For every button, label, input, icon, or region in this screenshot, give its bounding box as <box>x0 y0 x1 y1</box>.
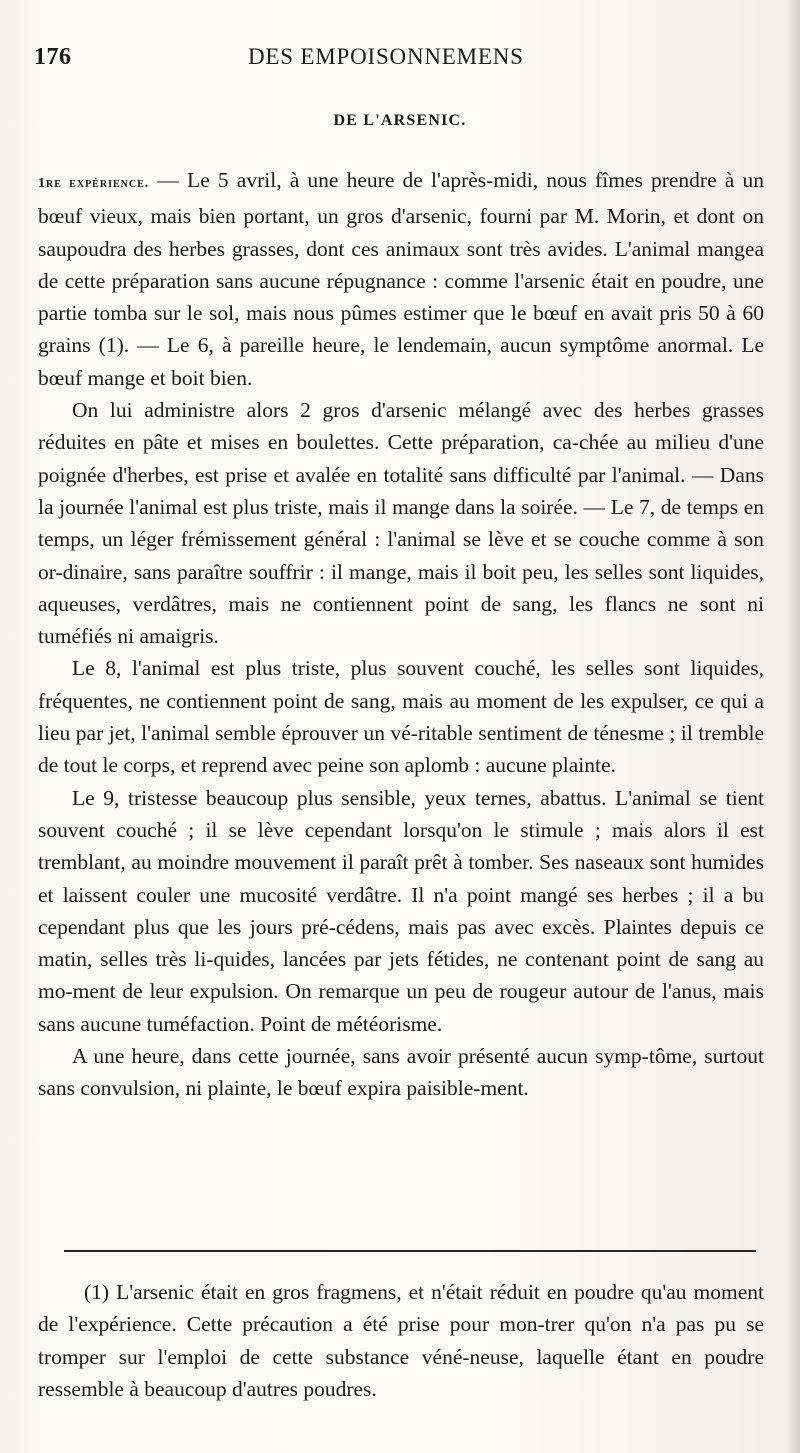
running-title: DES EMPOISONNEMENS <box>248 44 524 69</box>
paragraph-death: A une heure, dans cette journée, sans avoir présenté aucun symp-tôme, surtout sans convulsion, ni plainte, le bœuf expira paisible-ment. <box>38 1044 764 1101</box>
section-heading: DE L'ARSENIC. <box>333 112 467 129</box>
paragraph-text: — Le 5 avril, à une heure de l'après-midi, nous fîmes prendre à un bœuf vieux, mais bien portant, un gros d'arsenic, fourni par M. Morin, et dont on saupoudra des herbes grasses, dont ces animaux sont très avides. L'animal mangea de cette préparation sans aucune répugnance : comme l'arsenic était en poudre, une partie tomba sur le sol, mais nous pûmes estimer que le bœuf en avait pris 50 à 60 grains (1). — Le 6, à pareille heure, le lendemain, aucun symptôme anormal. Le bœuf mange et boit bien. <box>38 168 764 390</box>
paragraph-experience-1 <box>38 164 764 394</box>
body-text <box>38 164 764 1105</box>
footnote <box>38 1276 764 1405</box>
page-edge-shadow <box>786 0 800 1453</box>
running-head <box>34 44 770 78</box>
experience-lead: 1re expérience. <box>38 176 150 191</box>
page-number: 176 <box>34 44 72 70</box>
footnote-text: (1) L'arsenic était en gros fragmens, et n'était réduit en poudre qu'au moment de l'expérience. Cette précaution a été prise pour mon-trer qu'on n'a pas pu se tromper sur l'emploi de cette substance véné-neuse, laquelle étant en poudre ressemble à beaucoup d'autres poudres. <box>38 1280 764 1401</box>
footnote-rule <box>64 1250 756 1252</box>
paragraph-day-9: Le 9, tristesse beaucoup plus sensible, yeux ternes, abattus. L'animal se tient souvent couché ; il se lève cependant lorsqu'on le stimule ; mais alors il est tremblant, au moindre mouvement il paraît prêt à tomber. Ses naseaux sont humides et laissent couler une mucosité verdâtre. Il n'a point mangé ses herbes ; il a bu cependant plus que les jours pré-cédens, mais pas avec excès. Plaintes depuis ce matin, selles très li-quides, lancées par jets fétides, ne contenant point de sang au mo-ment de leur expulsion. On remarque un peu de rougeur autour de l'anus, mais sans aucune tuméfaction. Point de météorisme. <box>38 785 764 1036</box>
paragraph-day-8: Le 8, l'animal est plus triste, plus souvent couché, les selles sont liquides, fréquentes, ne contiennent point de sang, mais au moment de les expulser, ce qui a lieu par jet, l'animal semble éprouver un vé-ritable sentiment de ténesme ; il tremble de tout le corps, et reprend avec peine son aplomb : aucune plainte. <box>38 656 764 778</box>
paragraph-day-6: On lui administre alors 2 gros d'arsenic mélangé avec des herbes grasses réduites en pâte et mises en boulettes. Cette préparation, ca-chée au milieu d'une poignée d'herbes, est prise et avalée en totalité sans difficulté par l'animal. — Dans la journée l'animal est plus triste, mais il mange dans la soirée. — Le 7, de temps en temps, un léger frémissement général : l'animal se lève et se couche comme à son or-dinaire, sans paraître souffrir : il mange, mais il boit peu, les selles sont liquides, aqueuses, verdâtres, mais ne contiennent point de sang, les flancs ne sont ni tuméfiés ni amaigris. <box>38 398 764 649</box>
